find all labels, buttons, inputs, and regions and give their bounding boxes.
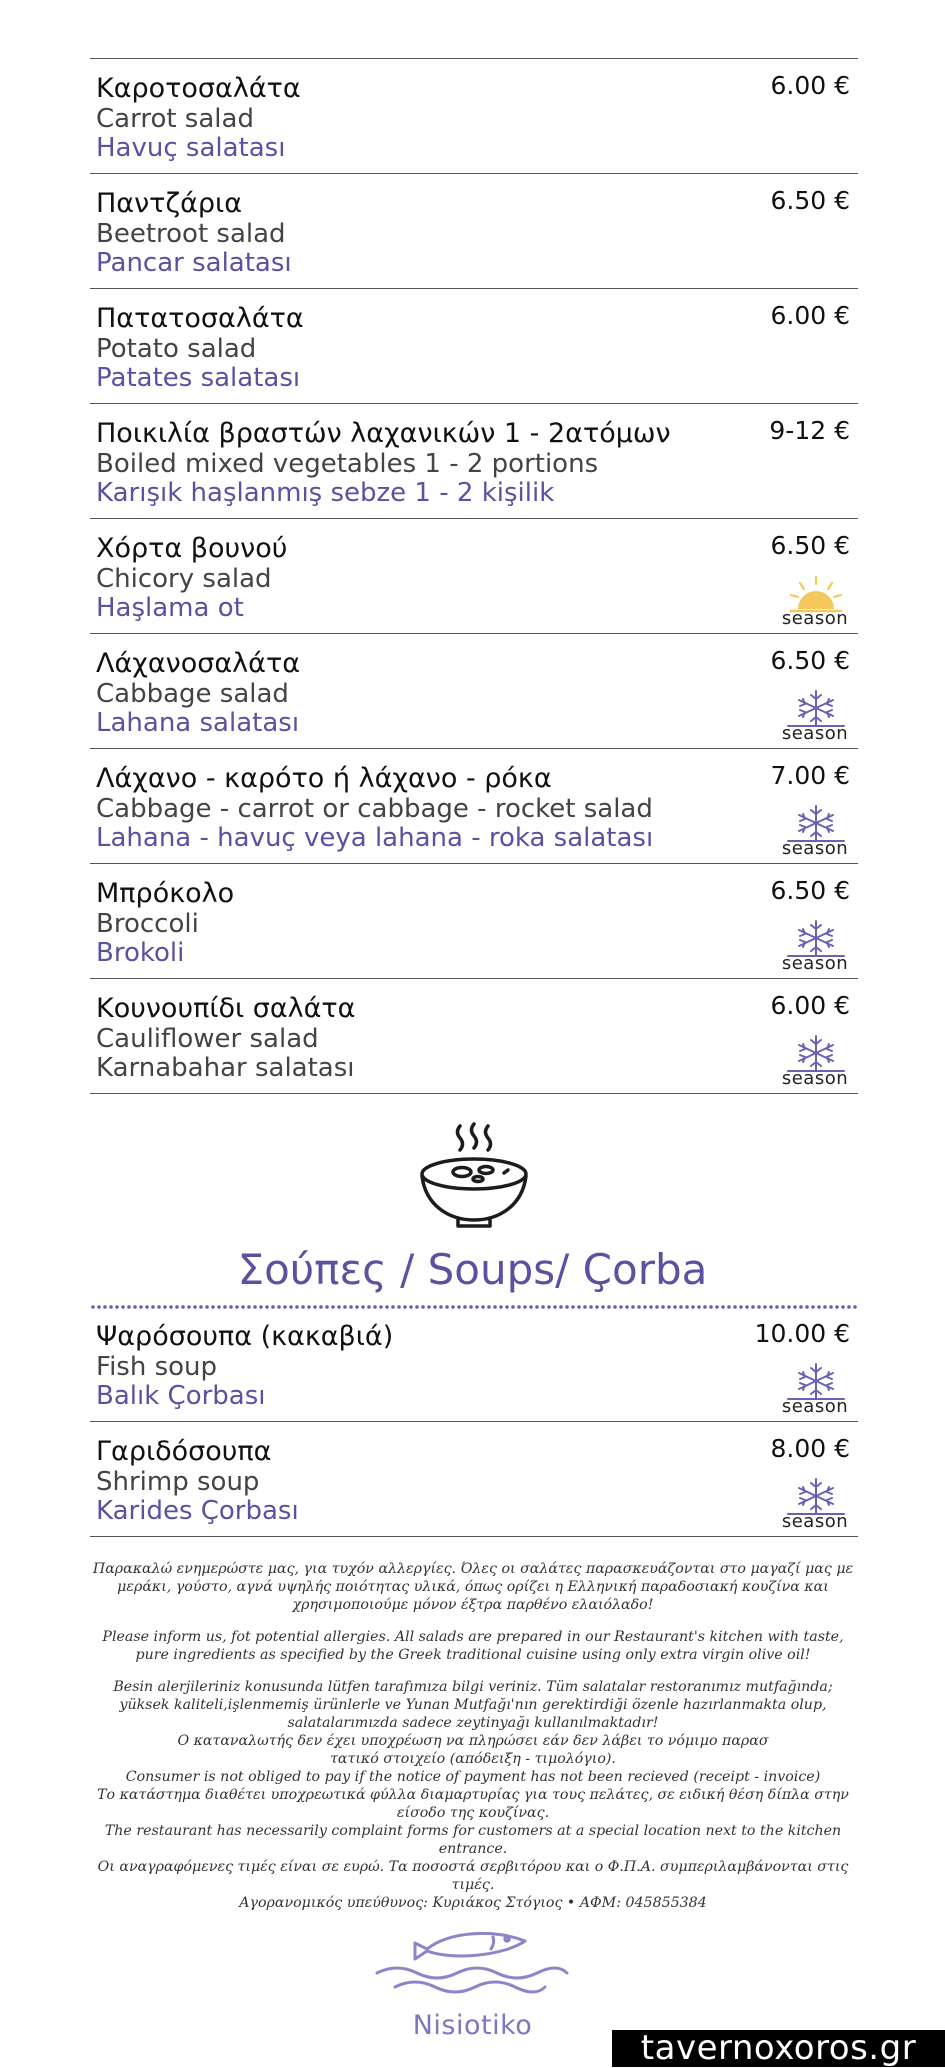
item-greek-name: Ποικιλία βραστών λαχανικών 1 - 2ατόμων <box>96 418 671 449</box>
season-label: season <box>781 953 849 974</box>
menu-item <box>90 749 858 864</box>
season-badge-winter <box>778 688 852 744</box>
site-watermark: tavernoxoros.gr <box>612 2030 945 2067</box>
item-greek-name: Καροτοσαλάτα <box>96 73 301 104</box>
item-turkish-name: Karışık haşlanmış sebze 1 - 2 kişilik <box>96 478 555 508</box>
item-english-name: Chicory salad <box>96 564 272 594</box>
brand-name: Nisiotiko <box>412 2010 533 2041</box>
menu-item <box>90 1422 858 1537</box>
greek-allergy-note: Παρακαλώ ενημερώστε μας, για τυχόν αλλεργίες. Όλες οι σαλάτες παρασκευάζονται στο μαγαζί μας με μεράκι, γούστο, αγνά υψηλής ποιότητας υλικά, όπως ορίζει η Ελληνική παραδοσιακή κουζίνα και χρησιμοποιούμε μόνον έξτρα παρθένο ελαιόλαδο! <box>92 1561 854 1613</box>
item-greek-name: Λάχανο - καρότο ή λάχανο - ρόκα <box>96 763 552 794</box>
item-price: 9-12 € <box>769 416 850 445</box>
sun-icon <box>786 573 846 613</box>
legal-line: Το κατάστημα διαθέτει υποχρεωτικά φύλλα διαμαρτυρίας για τους πελάτες, σε ειδική θέση δίπλα στην είσοδο της κουζίνας. <box>97 1787 849 1821</box>
item-turkish-name: Karnabahar salatası <box>96 1053 355 1083</box>
item-turkish-name: Haşlama ot <box>96 593 244 623</box>
salads-list <box>90 58 858 1094</box>
item-english-name: Fish soup <box>96 1352 218 1382</box>
item-price: 6.00 € <box>770 71 850 100</box>
item-price: 6.50 € <box>770 646 850 675</box>
season-badge-winter <box>778 803 852 859</box>
soups-list <box>90 1307 858 1537</box>
menu-item <box>90 979 858 1094</box>
item-greek-name: Πατατοσαλάτα <box>96 303 304 334</box>
item-turkish-name: Balık Çorbası <box>96 1381 266 1411</box>
legal-line: Ο καταναλωτής δεν έχει υποχρέωση να πληρώσει εάν δεν λάβει το νόμιμο παρασ <box>177 1733 769 1749</box>
snowflake-icon <box>786 1361 846 1401</box>
item-turkish-name: Brokoli <box>96 938 185 968</box>
snowflake-icon <box>786 803 846 843</box>
item-price: 6.50 € <box>770 531 850 560</box>
menu-item <box>90 1307 858 1422</box>
item-english-name: Shrimp soup <box>96 1467 260 1497</box>
item-turkish-name: Lahana - havuç veya lahana - roka salatası <box>96 823 654 853</box>
fish-logo-icon <box>375 1925 570 1995</box>
snowflake-icon <box>786 1476 846 1516</box>
season-label: season <box>781 608 849 629</box>
item-english-name: Beetroot salad <box>96 219 286 249</box>
item-greek-name: Μπρόκολο <box>96 878 235 909</box>
item-greek-name: Παντζάρια <box>96 188 242 219</box>
item-price: 8.00 € <box>770 1434 850 1463</box>
menu-item <box>90 59 858 174</box>
season-badge-summer <box>778 573 852 629</box>
season-label: season <box>781 1396 849 1417</box>
item-price: 7.00 € <box>770 761 850 790</box>
item-english-name: Carrot salad <box>96 104 254 134</box>
menu-item <box>90 519 858 634</box>
item-greek-name: Χόρτα βουνού <box>96 533 288 564</box>
season-badge-winter <box>778 1033 852 1089</box>
item-greek-name: Γαριδόσουπα <box>96 1436 272 1467</box>
item-english-name: Broccoli <box>96 909 199 939</box>
menu-item <box>90 864 858 979</box>
item-price: 6.50 € <box>770 876 850 905</box>
season-label: season <box>781 723 849 744</box>
legal-line: Consumer is not obliged to pay if the notice of payment has not been recieved (receipt - invoice) <box>125 1769 821 1785</box>
season-badge-winter <box>778 918 852 974</box>
season-label: season <box>781 1068 849 1089</box>
english-allergy-note: Please inform us, fot potential allergies. All salads are prepared in our Restaurant's kitchen with taste, pure ingredients as specified by the Greek traditional cuisine using only extra virgin olive oil! <box>102 1629 844 1663</box>
item-turkish-name: Patates salatası <box>96 363 301 393</box>
item-price: 6.00 € <box>770 991 850 1020</box>
season-badge-winter <box>778 1361 852 1417</box>
item-turkish-name: Karides Çorbası <box>96 1496 299 1526</box>
item-price: 6.00 € <box>770 301 850 330</box>
item-price: 10.00 € <box>754 1319 850 1348</box>
snowflake-icon <box>786 918 846 958</box>
legal-line: τατικό στοιχείο (απόδειξη - τιμολόγιο). <box>330 1751 616 1767</box>
soups-section-title: Σούπες / Soups/ Çorba <box>237 1245 708 1294</box>
item-turkish-name: Lahana salatası <box>96 708 300 738</box>
item-greek-name: Λάχανοσαλάτα <box>96 648 301 679</box>
item-english-name: Boiled mixed vegetables 1 - 2 portions <box>96 449 599 479</box>
item-english-name: Potato salad <box>96 334 257 364</box>
menu-item <box>90 174 858 289</box>
item-greek-name: Ψαρόσουπα (κακαβιά) <box>96 1321 394 1352</box>
legal-line: Αγορανομικός υπεύθυνος: Κυριάκος Στόγιος • ΑΦΜ: 045855384 <box>239 1895 707 1911</box>
snowflake-icon <box>786 688 846 728</box>
soup-bowl-icon <box>416 1122 532 1232</box>
item-turkish-name: Havuç salatası <box>96 133 286 163</box>
legal-line: Οι αναγραφόμενες τιμές είναι σε ευρώ. Τα ποσοστά σερβιτόρου και ο Φ.Π.Α. συμπεριλαμβάνονται στις τιμές. <box>97 1859 849 1893</box>
menu-item <box>90 404 858 519</box>
item-english-name: Cabbage - carrot or cabbage - rocket salad <box>96 794 653 824</box>
season-label: season <box>781 838 849 859</box>
menu-item <box>90 289 858 404</box>
item-english-name: Cabbage salad <box>96 679 289 709</box>
legal-line: The restaurant has necessarily complaint forms for customers at a special location next to the kitchen entrance. <box>104 1823 842 1857</box>
snowflake-icon <box>786 1033 846 1073</box>
item-english-name: Cauliflower salad <box>96 1024 319 1054</box>
item-greek-name: Κουνουπίδι σαλάτα <box>96 993 356 1024</box>
turkish-allergy-note: Besin alerjileriniz konusunda lütfen tarafımıza bilgi veriniz. Tüm salatalar restoranımız mutfağında; yüksek kaliteli,işlenmemiş ürünlerle ve Yunan Mutfağı'nın gerektirdiği özenle hazırlanmakta olup, salatalarımızda sadece zeytinyağı kullanılmaktadır! <box>113 1679 833 1731</box>
season-label: season <box>781 1511 849 1532</box>
item-turkish-name: Pancar salatası <box>96 248 292 278</box>
season-badge-winter <box>778 1476 852 1532</box>
menu-item <box>90 634 858 749</box>
notes-block <box>88 1560 858 1912</box>
item-price: 6.50 € <box>770 186 850 215</box>
